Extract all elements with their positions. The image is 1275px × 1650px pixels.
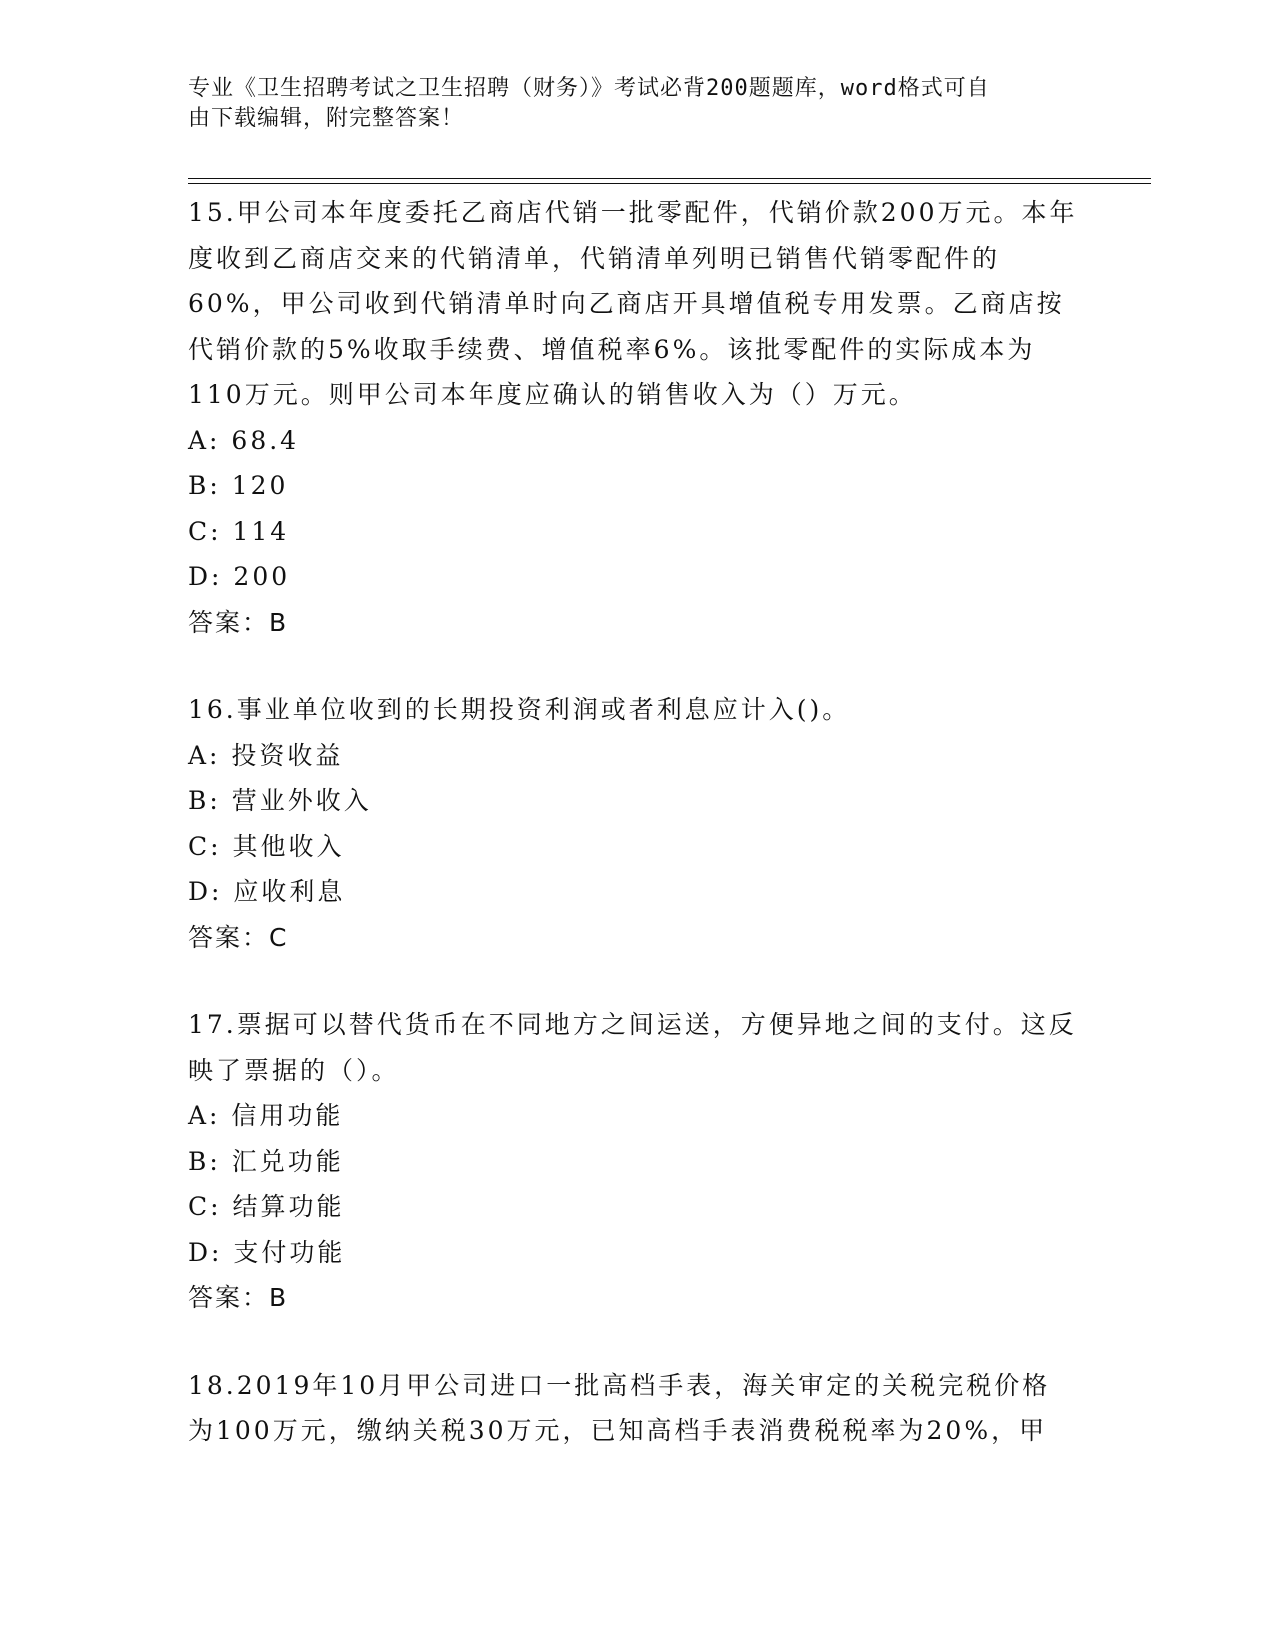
question-15: [188, 190, 1078, 645]
answer-line: 答案：C: [188, 922, 289, 952]
header-rule-top: [188, 178, 1151, 179]
question-16: [188, 687, 1078, 960]
option-d: D: 支付功能: [188, 1237, 346, 1267]
option-a: A: 68.4: [188, 425, 300, 455]
question-17: [188, 1002, 1078, 1321]
option-c: C: 114: [188, 516, 290, 546]
answer-line: 答案：B: [188, 1283, 289, 1312]
header-line-2: 由下载编辑，附完整答案！: [188, 106, 465, 131]
option-c: C: 其他收入: [188, 831, 345, 861]
question-list: [188, 190, 1078, 1496]
answer-line: 答案：B: [188, 607, 289, 637]
header-line-1: 专业《卫生招聘考试之卫生招聘（财务）》考试必背200题题库，word格式可自: [188, 76, 990, 101]
question-stem: 17.票据可以替代货币在不同地方之间运送，方便异地之间的支付。这反映了票据的（）。: [188, 1010, 1077, 1085]
option-b: B: 营业外收入: [188, 786, 372, 815]
option-a: A: 投资收益: [188, 740, 344, 770]
option-b: B: 汇兑功能: [188, 1146, 344, 1176]
document-header: [188, 74, 1068, 134]
option-b: B: 120: [188, 471, 289, 500]
option-a: A: 信用功能: [188, 1101, 344, 1130]
question-stem: 16.事业单位收到的长期投资利润或者利息应计入()。: [188, 695, 851, 724]
question-18: [188, 1363, 1078, 1454]
header-rule-bottom: [188, 183, 1151, 184]
question-stem: 18.2019年10月甲公司进口一批高档手表，海关审定的关税完税价格为100万元，缴纳关税30万元，已知高档手表消费税税率为20%，甲: [188, 1370, 1051, 1445]
option-d: D: 应收利息: [188, 877, 346, 906]
option-d: D: 200: [188, 562, 291, 591]
option-c: C: 结算功能: [188, 1192, 345, 1221]
question-stem: 15.甲公司本年度委托乙商店代销一批零配件，代销价款200万元。本年度收到乙商店交来的代销清单，代销清单列明已销售代销零配件的60%，甲公司收到代销清单时向乙商店开具增值税专用发票。乙商店按代销价款的5%收取手续费、增值税率6%。该批零配件的实际成本为110万元。则甲公司本年度应确认的销售收入为（）万元。: [188, 198, 1078, 409]
